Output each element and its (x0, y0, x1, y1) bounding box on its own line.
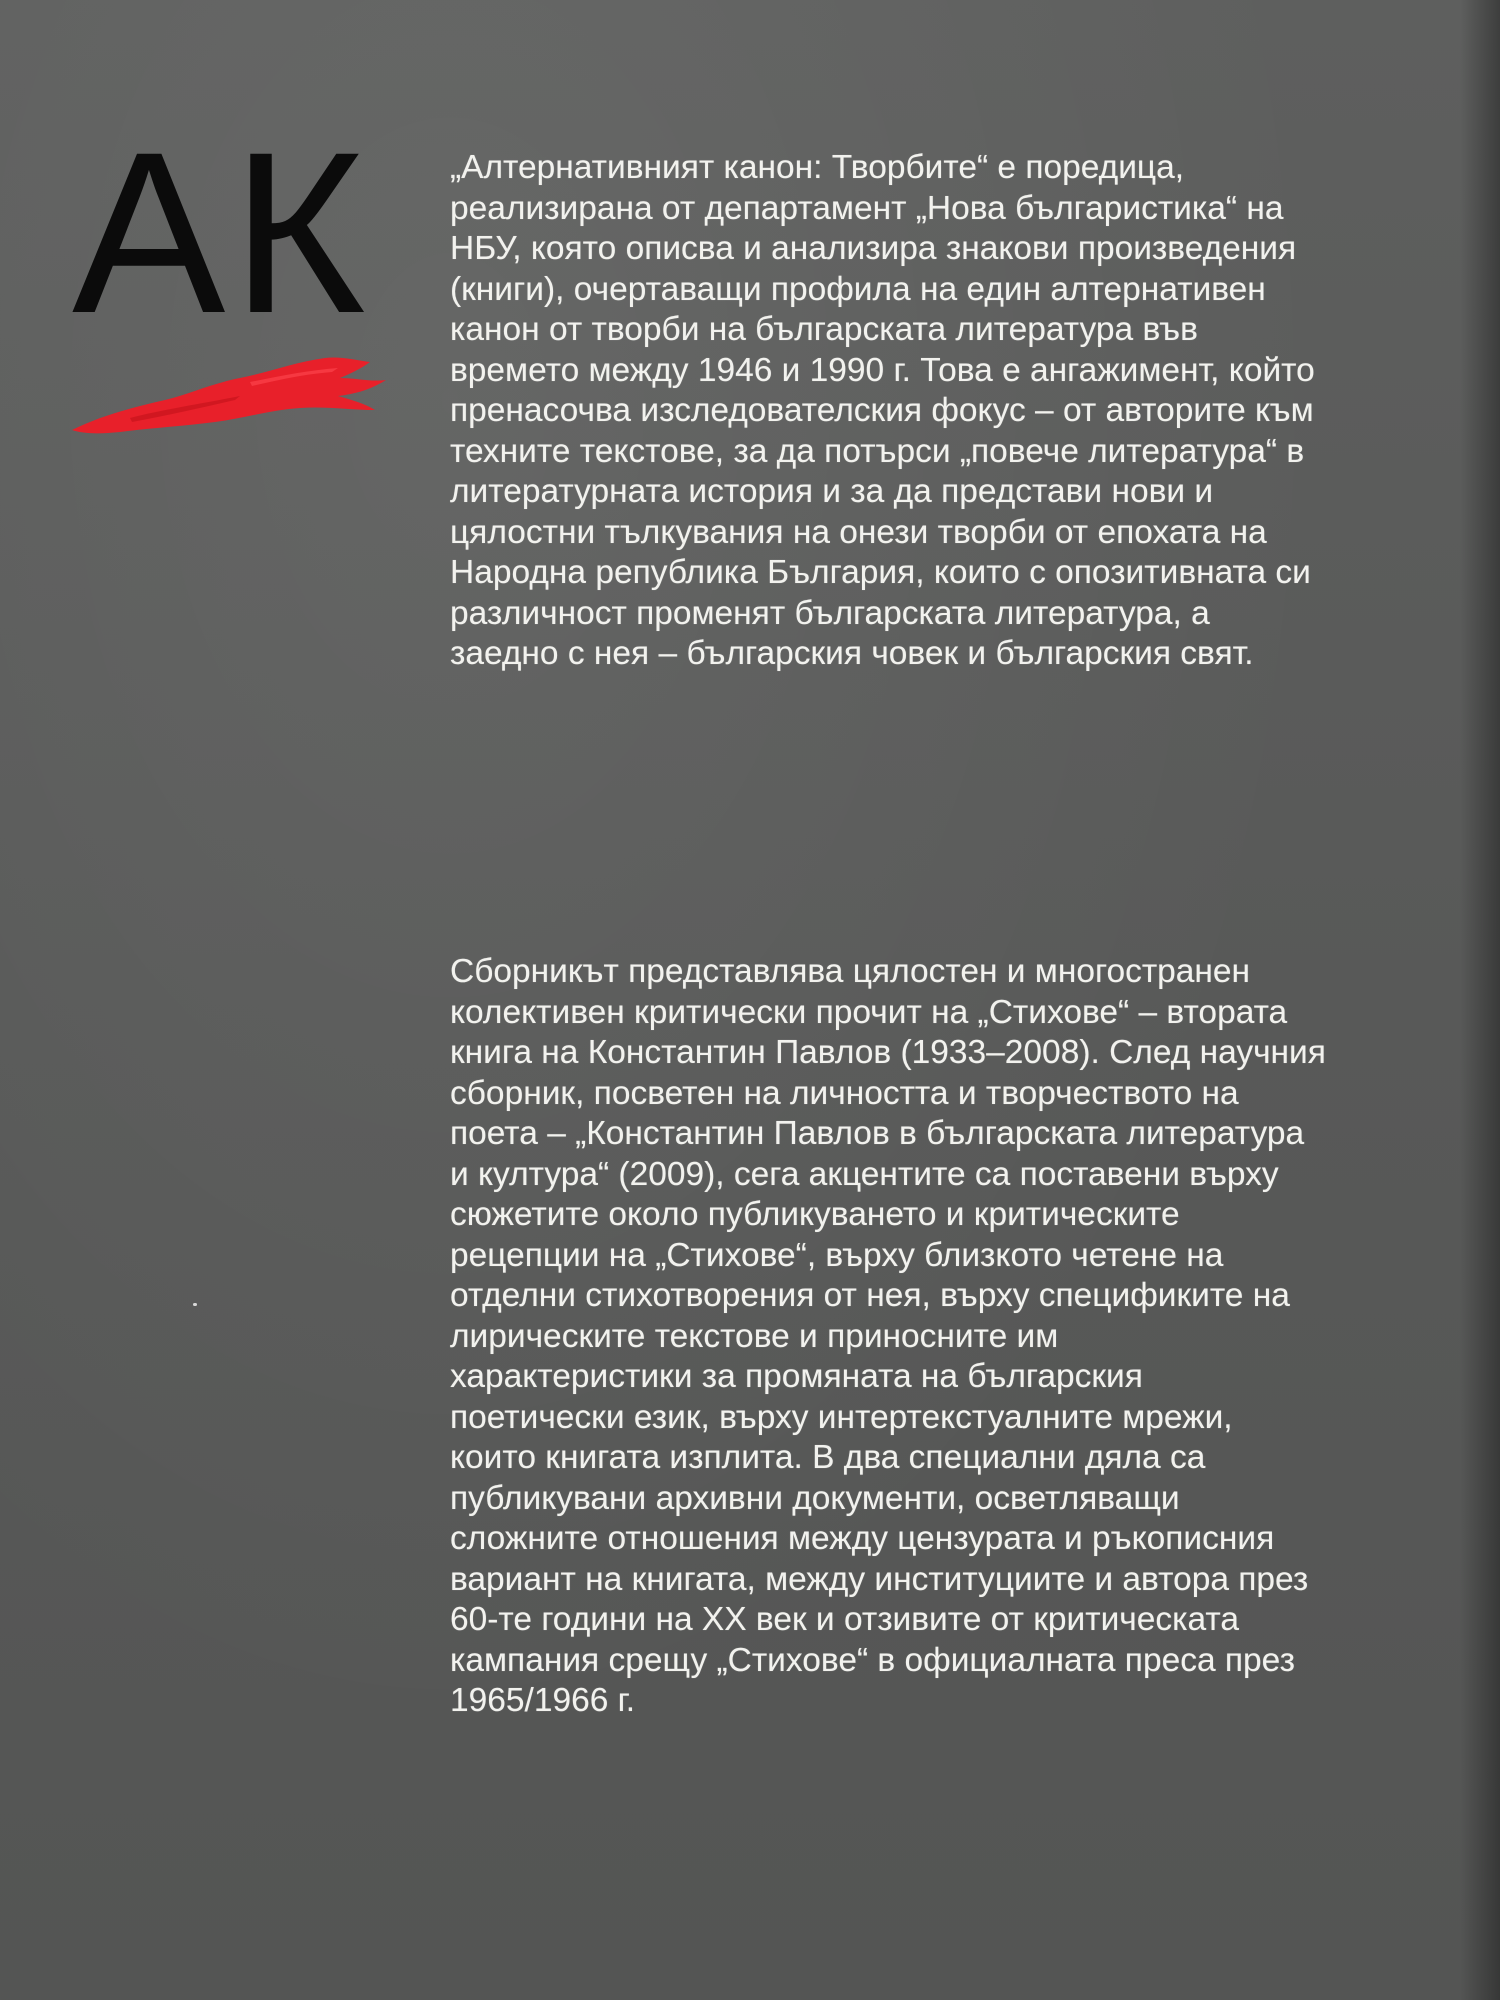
text-line: „Алтернативният канон: Творбите“ е поредица, (450, 149, 1185, 186)
text-line: сюжетите около публикуването и критическите (450, 1196, 1180, 1233)
text-line: вариант на книгата, между институциите и автора през (450, 1560, 1309, 1598)
text-line: реализирана от департамент „Нова българистика“ на (450, 189, 1284, 227)
text-line: които книгата изплита. В два специални дяла са (450, 1439, 1206, 1476)
text-line: НБУ, която описва и анализира знакови произведения (450, 230, 1297, 267)
text-line: 60-те години на ХХ век и отзивите от критическата (450, 1601, 1240, 1638)
text-line: (книги), очертаващи профила на един алтернативен (450, 270, 1266, 308)
text-line: техните текстове, за да потърси „повече литература“ в (450, 432, 1305, 470)
text-line: кампания срещу „Стихове“ в официалната преса през (450, 1641, 1295, 1679)
text-line: Народна република България, които с опозитивната си (450, 554, 1311, 591)
text-line: различност променят българската литература, а (450, 594, 1210, 632)
text-line: пренасочва изследователския фокус – от авторите към (450, 392, 1314, 429)
text-line: лирическите текстове и приносните им (450, 1317, 1059, 1355)
text-line: литературната история и за да представи нови и (450, 473, 1214, 510)
text-line: заедно с нея – българския човек и българския свят. (450, 635, 1254, 672)
text-line: сложните отношения между цензурата и ръкописния (450, 1520, 1275, 1557)
text-line: цялостни тълкувания на онези творби от епохата на (450, 513, 1267, 551)
text-line: времето между 1946 и 1990 г. Това е ангажимент, който (450, 351, 1315, 389)
text-line: 1965/1966 г. (450, 1682, 636, 1719)
text-line: поета – „Константин Павлов в българската литература (450, 1115, 1305, 1152)
text-line: рецепции на „Стихове“, върху близкото четене на (450, 1236, 1224, 1274)
text-line: Сборникът представлява цялостен и многостранен (450, 953, 1251, 990)
series-logo (72, 104, 412, 428)
book-description (450, 952, 1470, 1722)
text-line: канон от творби на българската литература във (450, 311, 1198, 348)
text-line: сборник, посветен на личността и творчеството на (450, 1074, 1239, 1112)
logo-letters: АК (72, 104, 372, 361)
text-line: публикувани архивни документи, осветляващи (450, 1479, 1180, 1517)
text-line: колективен критически прочит на „Стихове“ – втората (450, 993, 1288, 1031)
text-line: характеристики за промяната на българския (450, 1358, 1143, 1395)
text-line: и култура“ (2009), сега акцентите са поставени върху (450, 1155, 1279, 1193)
text-line: поетически език, върху интертекстуалните мрежи, (450, 1398, 1233, 1436)
text-line: книга на Константин Павлов (1933–2008). След научния (450, 1034, 1326, 1071)
series-description (450, 148, 1470, 675)
surface-speck (193, 1303, 197, 1306)
text-line: отделни стихотворения от нея, върху спецификите на (450, 1277, 1290, 1314)
